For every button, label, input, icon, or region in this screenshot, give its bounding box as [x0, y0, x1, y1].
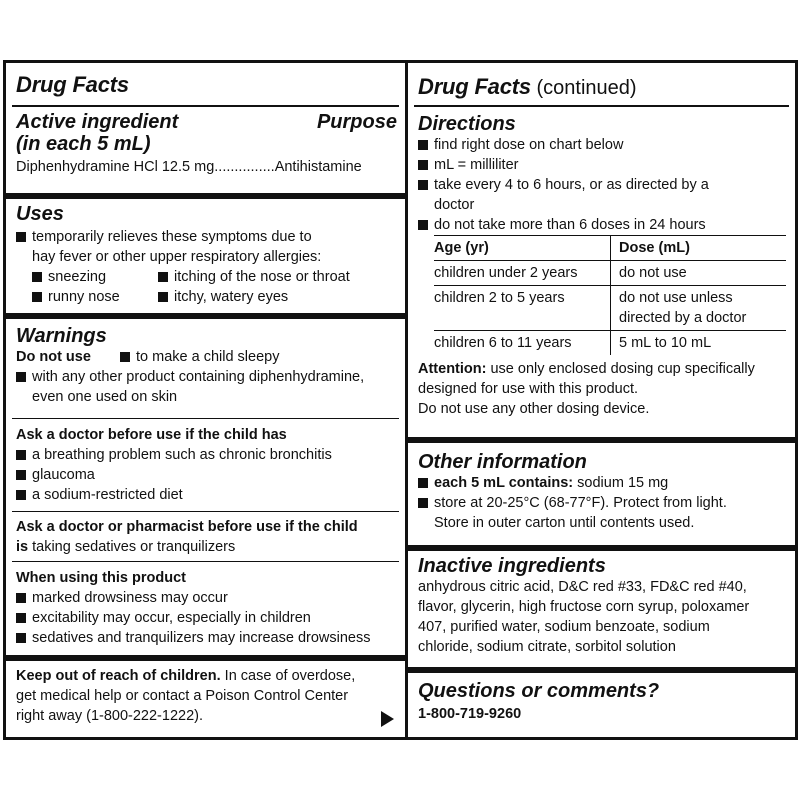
- inactive-ingredients-section: [418, 555, 787, 657]
- table-row: [434, 331, 786, 356]
- ask-doctor-3: a sodium-restricted diet: [32, 487, 183, 503]
- questions-phone: 1-800-719-9260: [418, 706, 522, 722]
- bullet-icon: [418, 160, 428, 170]
- keep-out-2: get medical help or contact a Poison Control Center: [16, 688, 349, 704]
- symptom-itchy-eyes: itchy, watery eyes: [174, 289, 289, 305]
- uses-line-2: hay fever or other upper respiratory allergies:: [32, 249, 322, 265]
- directions-heading: Directions: [418, 113, 516, 135]
- direction-4: do not take more than 6 doses in 24 hours: [434, 217, 706, 233]
- do-not-use-label: Do not use: [16, 349, 91, 365]
- uses-line-1: temporarily relieves these symptoms due to: [32, 229, 312, 245]
- keep-out-3: right away (1-800-222-1222).: [16, 708, 203, 724]
- drug-facts-title-right: Drug Facts: [418, 74, 531, 99]
- uses-heading: Uses: [16, 203, 64, 225]
- bullet-icon: [32, 292, 42, 302]
- continued-label: (continued): [530, 77, 637, 99]
- storage-1: store at 20-25°C (68-77°F). Protect from light.: [434, 495, 727, 511]
- sodium-value: sodium 15 mg: [573, 475, 669, 491]
- age-cell: children 2 to 5 years: [434, 286, 611, 331]
- ask-doctor-1: a breathing problem such as chronic bronchitis: [32, 447, 332, 463]
- drug-facts-left-panel: [3, 60, 408, 740]
- when-using-1: marked drowsiness may occur: [32, 590, 228, 606]
- questions-section: [418, 680, 787, 724]
- active-ingredient-heading: Active ingredient: [16, 111, 179, 133]
- do-not-use-2a: with any other product containing diphenhydramine,: [32, 369, 365, 385]
- direction-3b: doctor: [434, 197, 475, 213]
- dose-cell-line: do not use unless: [619, 290, 733, 306]
- sodium-label: each 5 mL contains:: [434, 475, 574, 491]
- section-divider: [408, 667, 795, 673]
- attention-2: designed for use with this product.: [418, 381, 639, 397]
- keep-out-1: In case of overdose,: [220, 668, 356, 684]
- age-cell: children 6 to 11 years: [434, 335, 572, 351]
- when-using-2: excitability may occur, especially in children: [32, 610, 311, 626]
- active-ingredient-line: Diphenhydramine HCl 12.5 mg...............Antihistamine: [16, 159, 362, 175]
- bullet-icon: [418, 498, 428, 508]
- ask-pharmacist-section: [16, 517, 397, 557]
- divider: [414, 105, 789, 107]
- symptom-runny-nose: runny nose: [48, 289, 120, 305]
- active-ingredient-section: [16, 111, 397, 177]
- bullet-icon: [16, 470, 26, 480]
- bullet-icon: [16, 232, 26, 242]
- direction-3a: take every 4 to 6 hours, or as directed by a: [434, 177, 709, 193]
- ask-pharmacist-text: taking sedatives or tranquilizers: [28, 539, 236, 555]
- section-divider: [408, 437, 795, 443]
- ask-doctor-2: glaucoma: [32, 467, 95, 483]
- inactive-line: chloride, sodium citrate, sorbitol solution: [418, 639, 676, 655]
- when-using-3: sedatives and tranquilizers may increase drowsiness: [32, 630, 371, 646]
- divider: [12, 561, 399, 562]
- dose-cell-line: directed by a doctor: [619, 310, 747, 326]
- keep-out-bold: Keep out of reach of children.: [16, 668, 221, 684]
- bullet-icon: [158, 272, 168, 282]
- bullet-icon: [16, 593, 26, 603]
- section-divider: [6, 193, 405, 199]
- bullet-icon: [16, 450, 26, 460]
- symptom-sneezing: sneezing: [48, 269, 107, 285]
- warnings-section: [16, 325, 397, 407]
- do-not-use-2b: even one used on skin: [32, 389, 178, 405]
- table-header-row: [434, 236, 786, 261]
- bullet-icon: [120, 352, 130, 362]
- symptom-itching: itching of the nose or throat: [174, 269, 350, 285]
- purpose-heading: Purpose: [316, 111, 397, 133]
- divider: [12, 511, 399, 512]
- bullet-icon: [418, 478, 428, 488]
- warnings-heading: Warnings: [16, 325, 107, 347]
- bullet-icon: [418, 180, 428, 190]
- bullet-icon: [16, 613, 26, 623]
- ask-doctor-section: [16, 425, 397, 505]
- active-ingredient-subheading: (in each 5 mL): [16, 133, 151, 155]
- other-information-section: [418, 451, 787, 533]
- bullet-icon: [32, 272, 42, 282]
- section-divider: [6, 313, 405, 319]
- dose-cell: [611, 286, 787, 331]
- age-cell: children under 2 years: [434, 261, 611, 286]
- drug-facts-title: Drug Facts: [16, 72, 129, 97]
- bullet-icon: [158, 292, 168, 302]
- when-using-heading: When using this product: [16, 570, 186, 586]
- keep-out-section: [16, 666, 397, 726]
- divider: [12, 105, 399, 107]
- directions-section: [418, 113, 787, 419]
- section-divider: [408, 545, 795, 551]
- table-row: [434, 286, 786, 331]
- ask-doctor-heading: Ask a doctor before use if the child has: [16, 427, 287, 443]
- other-information-heading: Other information: [418, 451, 587, 473]
- inactive-line: 407, purified water, sodium benzoate, sodium: [418, 619, 710, 635]
- storage-2: Store in outer carton until contents used.: [434, 515, 695, 531]
- bullet-icon: [16, 633, 26, 643]
- bullet-icon: [418, 220, 428, 230]
- ask-pharmacist-heading: Ask a doctor or pharmacist before use if the child: [16, 519, 358, 535]
- continued-title: [418, 75, 787, 100]
- attention-3: Do not use any other dosing device.: [418, 401, 650, 417]
- inactive-line: flavor, glycerin, high fructose corn syrup, poloxamer: [418, 599, 750, 615]
- bullet-icon: [418, 140, 428, 150]
- attention-label: Attention:: [418, 361, 487, 377]
- uses-section: [16, 203, 397, 307]
- questions-heading: Questions or comments?: [418, 680, 660, 702]
- dose-column-header: Dose (mL): [611, 236, 787, 261]
- when-using-section: [16, 568, 397, 648]
- bullet-icon: [16, 490, 26, 500]
- dosing-table: [434, 235, 786, 355]
- ask-pharmacist-is: is: [16, 539, 29, 555]
- continue-arrow-icon: [381, 711, 394, 727]
- section-divider: [6, 655, 405, 661]
- divider: [12, 418, 399, 419]
- do-not-use-1: to make a child sleepy: [136, 349, 280, 365]
- attention-1: use only enclosed dosing cup specifically: [486, 361, 755, 377]
- dose-cell: 5 mL to 10 mL: [611, 331, 787, 356]
- direction-1: find right dose on chart below: [434, 137, 624, 153]
- bullet-icon: [16, 372, 26, 382]
- age-column-header: Age (yr): [434, 236, 611, 261]
- direction-2: mL = milliliter: [434, 157, 519, 173]
- drug-facts-right-panel: [405, 60, 798, 740]
- dose-cell: do not use: [611, 261, 787, 286]
- inactive-line: anhydrous citric acid, D&C red #33, FD&C red #40,: [418, 579, 747, 595]
- inactive-ingredients-heading: Inactive ingredients: [418, 555, 606, 577]
- table-row: [434, 261, 786, 286]
